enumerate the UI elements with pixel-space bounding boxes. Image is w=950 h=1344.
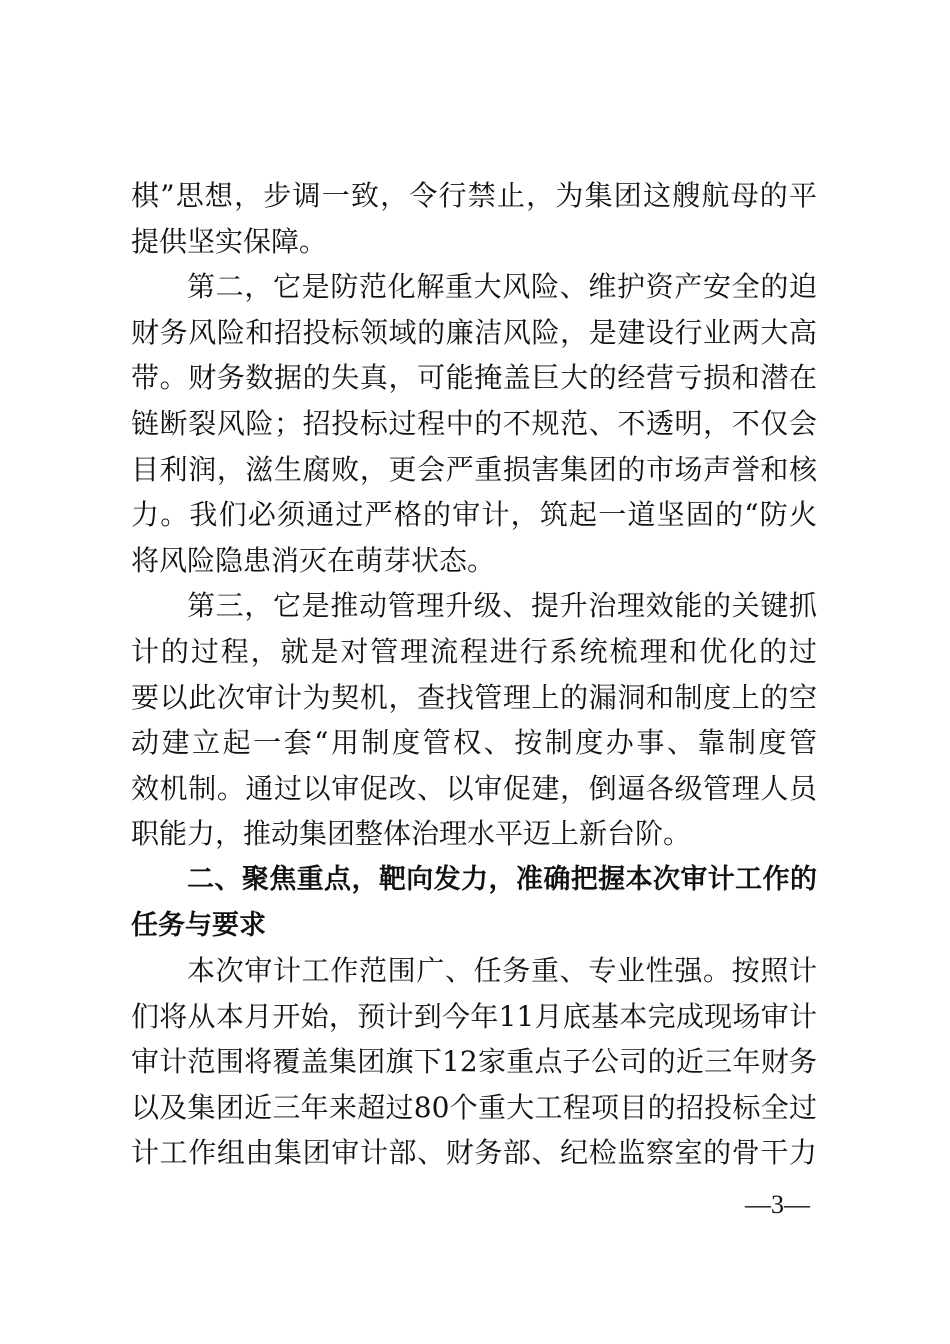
paragraph-line: 提供坚实保障。 [131, 224, 328, 258]
paragraph-line: 将风险隐患消灭在萌芽状态。 [131, 543, 496, 577]
paragraph-line: 审计范围将覆盖集团旗下12家重点子公司的近三年财务 [131, 1045, 817, 1079]
paragraph-line: 链断裂风险；招投标过程中的不规范、不透明，不仅会 [131, 406, 817, 440]
paragraph-line: 第三，它是推动管理升级、提升治理效能的关键抓 [187, 589, 817, 623]
paragraph-line: 财务风险和招投标领域的廉洁风险，是建设行业两大高 [131, 315, 817, 349]
paragraph-line: 要以此次审计为契机，查找管理上的漏洞和制度上的空 [131, 680, 817, 714]
paragraph-line: 棋”思想，步调一致，令行禁止，为集团这艘航母的平 [131, 179, 817, 212]
paragraph-line: 职能力，推动集团整体治理水平迈上新台阶。 [131, 817, 692, 851]
paragraph-line: 计工作组由集团审计部、财务部、纪检监察室的骨干力 [131, 1136, 817, 1170]
paragraph-line: 目利润，滋生腐败，更会严重损害集团的市场声誉和核 [131, 452, 817, 486]
paragraph-line: 效机制。通过以审促改、以审促建，倒逼各级管理人员 [131, 771, 817, 805]
paragraph-line: 力。我们必须通过严格的审计，筑起一道坚固的“防火 [131, 498, 817, 532]
paragraph-line: 带。财务数据的失真，可能掩盖巨大的经营亏损和潜在 [131, 361, 817, 395]
page-number: —3— [745, 1190, 810, 1219]
paragraph-line: 本次审计工作范围广、任务重、专业性强。按照计 [187, 954, 817, 988]
paragraph-line: 们将从本月开始，预计到今年11月底基本完成现场审计 [131, 999, 817, 1033]
paragraph-line: 计的过程，就是对管理流程进行系统梳理和优化的过 [131, 634, 817, 668]
section-heading: 二、聚焦重点，靶向发力，准确把握本次审计工作的 [187, 863, 817, 895]
paragraph-line: 以及集团近三年来超过80个重大工程项目的招投标全过 [131, 1090, 817, 1124]
paragraph-line: 动建立起一套“用制度管权、按制度办事、靠制度管 [131, 726, 817, 760]
paragraph-line: 第二，它是防范化解重大风险、维护资产安全的迫 [187, 270, 817, 304]
section-heading: 任务与要求 [131, 909, 266, 941]
document-body [131, 173, 817, 1176]
